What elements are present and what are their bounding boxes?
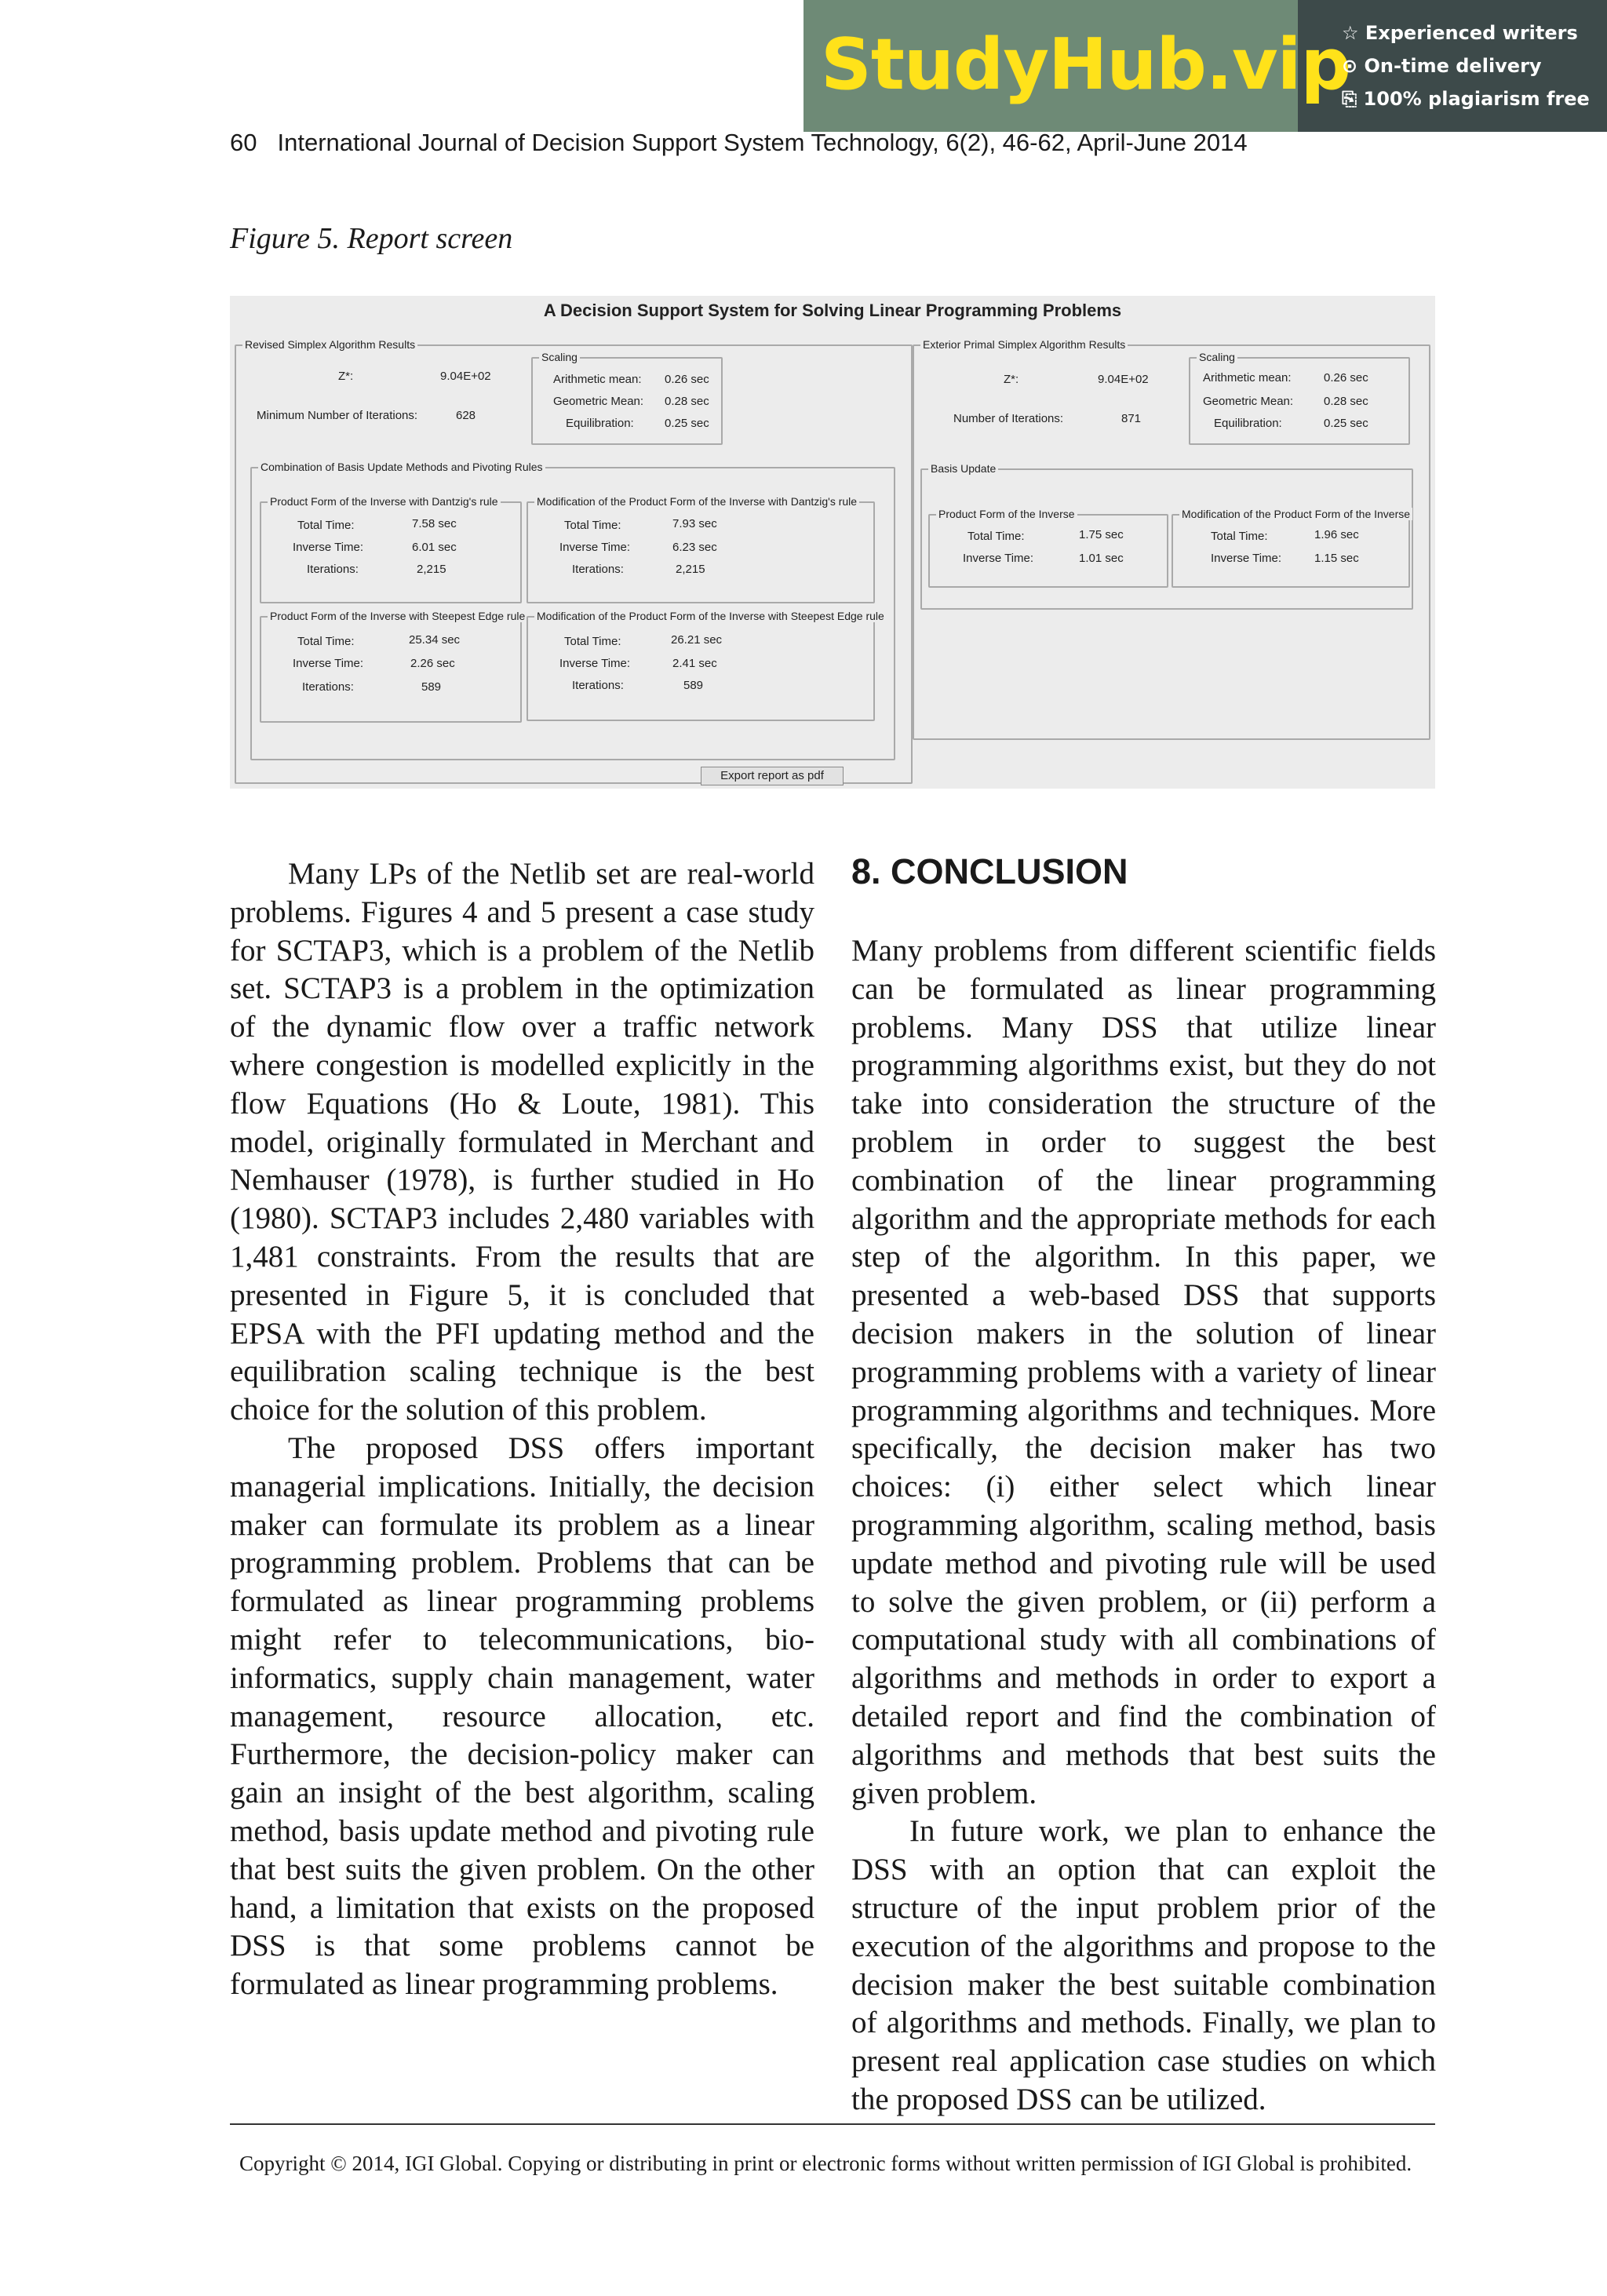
copyright-notice: Copyright © 2014, IGI Global. Copying or distributing in print or electronic forms without written permission of IGI Global is prohibited. [239,2152,1412,2175]
rsa-gm-label: Geometric Mean: [553,395,644,408]
epsa-basis-update-group [920,462,1413,610]
rsa-mpfi-dantzig-tt-label: Total Time: [564,519,621,532]
epsa-mpfi-it: 1.15 sec [1314,552,1359,565]
epsa-eq-value: 0.25 sec [1324,417,1368,430]
rsa-pfi-dantzig-tt: 7.58 sec [412,517,457,530]
epsa-mpfi-it-label: Inverse Time: [1211,552,1282,565]
feature-experienced-writers: ☆ Experienced writers [1342,22,1578,44]
rsa-eq-label: Equilibration: [566,417,634,430]
epsa-pfi-tt-label: Total Time: [967,530,1025,543]
rsa-mpfi-dantzig-it-label: Inverse Time: [559,541,631,554]
rsa-pfi-steepest-tt: 25.34 sec [409,633,461,647]
rsa-legend: Revised Simplex Algorithm Results [242,338,417,351]
epsa-eq-label: Equilibration: [1214,417,1282,430]
epsa-z-label: Z*: [1004,373,1019,386]
footer-rule [230,2123,1435,2125]
epsa-pfi-legend: Product Form of the Inverse [936,508,1077,520]
paragraph: Many LPs of the Netlib set are real-world problems. Figures 4 and 5 present a case study for SCTAP3, which is a problem of the Netlib set. SCTAP3 is a problem in the optimization of the dynamic flow over a traffic network where congestion is modelled explicitly in the flow Equations (Ho & Loute, 1981). This model, originally formulated in Merchant and Nemhauser (1978), is further studied in Ho (1980). SCTAP3 includes 2,480 variables with 1,481 constraints. From the results that are presented in Figure 5, it is concluded that EPSA with the PFI updating method and the equilibration scaling technique is the best choice for the solution of this problem. [230,857,814,1427]
rsa-mpfi-steepest-tt-label: Total Time: [564,635,621,648]
journal-citation: International Journal of Decision Support System Technology, 6(2), 46-62, April-June 2014 [277,129,1248,156]
rsa-mpfi-dantzig-n: 2,215 [676,563,705,576]
epsa-pfi-it: 1.01 sec [1079,552,1124,565]
feature-on-time-delivery: ⊙ On-time delivery [1342,55,1542,77]
feature-plagiarism-free: ⎘ 100% plagiarism free [1342,88,1590,110]
rsa-mpfi-steepest-n-label: Iterations: [572,679,624,692]
epsa-mpfi-group [1172,508,1411,588]
rsa-mpfi-dantzig-tt: 7.93 sec [672,517,717,530]
rsa-mpfi-dantzig-it: 6.23 sec [672,541,717,554]
conclusion-heading: 8. CONCLUSION [851,851,1128,891]
rsa-pfi-steepest-tt-label: Total Time: [297,635,355,648]
epsa-scaling-group [1189,351,1410,445]
epsa-basis-update-legend: Basis Update [928,462,998,475]
rsa-pfi-dantzig-legend: Product Form of the Inverse with Dantzig's rule [268,495,501,508]
rsa-pfi-steepest-it: 2.26 sec [410,657,455,670]
rsa-pfi-steepest-it-label: Inverse Time: [293,657,364,670]
rsa-mpfi-steepest-tt: 26.21 sec [671,633,723,647]
rsa-mpfi-dantzig-group [527,495,875,603]
epsa-pfi-group [928,508,1168,588]
studyhub-banner[interactable] [804,0,1607,132]
rsa-pfi-dantzig-tt-label: Total Time: [297,519,355,532]
rsa-am-value: 0.26 sec [665,373,709,386]
rsa-scaling-group [531,351,723,445]
rsa-combination-legend: Combination of Basis Update Methods and Pivoting Rules [258,461,545,473]
rsa-mpfi-steepest-group [527,610,884,721]
rsa-mpfi-steepest-it: 2.41 sec [672,657,717,670]
right-text-column [851,932,1436,2119]
epsa-gm-value: 0.28 sec [1324,395,1368,408]
rsa-pfi-dantzig-it-label: Inverse Time: [293,541,364,554]
figure-caption: Figure 5. Report screen [230,222,513,255]
epsa-pfi-tt: 1.75 sec [1079,528,1124,541]
rsa-pfi-dantzig-n-label: Iterations: [307,563,359,576]
epsa-legend: Exterior Primal Simplex Algorithm Results [920,338,1128,351]
rsa-am-label: Arithmetic mean: [553,373,642,386]
rsa-pfi-steepest-legend: Product Form of the Inverse with Steepest Edge rule [268,610,527,622]
export-pdf-button[interactable]: Export report as pdf [701,767,844,785]
epsa-scaling-legend: Scaling [1197,351,1237,363]
studyhub-logo[interactable]: StudyHub.vip [821,24,1350,106]
left-text-column [230,855,814,2004]
rsa-mpfi-dantzig-legend: Modification of the Product Form of the Inverse with Dantzig's rule [534,495,859,508]
report-title: A Decision Support System for Solving Linear Programming Problems [543,301,1122,320]
rsa-mpfi-steepest-it-label: Inverse Time: [559,657,631,670]
epsa-z-value: 9.04E+02 [1098,373,1149,386]
rsa-eq-value: 0.25 sec [665,417,709,430]
epsa-gm-label: Geometric Mean: [1203,395,1294,408]
epsa-mpfi-legend: Modification of the Product Form of the Inverse [1179,508,1412,520]
epsa-am-label: Arithmetic mean: [1203,371,1292,384]
rsa-mpfi-steepest-legend: Modification of the Product Form of the Inverse with Steepest Edge rule [534,610,887,622]
rsa-gm-value: 0.28 sec [665,395,709,408]
epsa-pfi-it-label: Inverse Time: [963,552,1034,565]
rsa-pfi-dantzig-n: 2,215 [417,563,446,576]
rsa-iter-label: Minimum Number of Iterations: [257,409,418,422]
paragraph: The proposed DSS offers important managerial implications. Initially, the decision maker can formulate its problem as a linear programming problem. Problems that can be formulated as linear programming problems might refer to telecommunications, bio-informatics, supply chain management, water management, resource allocation, etc. Furthermore, the decision-policy maker can gain an insight of the best algorithm, scaling method, basis update method and pivoting rule that best suits the given problem. On the other hand, a limitation that exists on the proposed DSS is that some problems cannot be formulated as linear programming problems. [230,1430,814,2002]
rsa-pfi-steepest-group [260,610,526,723]
rsa-mpfi-dantzig-n-label: Iterations: [572,563,624,576]
rsa-combination-group [250,461,895,760]
rsa-scaling-legend: Scaling [539,351,580,363]
logo-background [804,0,1350,132]
rsa-pfi-steepest-n-label: Iterations: [302,680,354,694]
rsa-z-value: 9.04E+02 [440,370,491,383]
epsa-iter-label: Number of Iterations: [953,412,1064,425]
rsa-mpfi-steepest-n: 589 [683,679,704,692]
running-header [230,129,1248,157]
rsa-pfi-steepest-n: 589 [421,680,442,694]
epsa-results-group [913,338,1430,740]
report-screen [230,296,1435,789]
paragraph: In future work, we plan to enhance the DSS with an option that can exploit the structure of the input problem prior of the execution of the algorithms and propose to the decision maker the best suitable combination of algorithms and methods. Finally, we plan to present real application case studies on which the proposed DSS can be utilized. [851,1814,1436,2116]
rsa-results-group [235,338,913,784]
epsa-am-value: 0.26 sec [1324,371,1368,384]
page-number: 60 [230,129,257,156]
rsa-pfi-dantzig-it: 6.01 sec [412,541,457,554]
epsa-mpfi-tt-label: Total Time: [1211,530,1268,543]
rsa-z-label: Z*: [338,370,354,383]
paragraph: Many problems from different scientific fields can be formulated as linear programming problems. Many DSS that utilize linear programming algorithms exist, but they do not take into consideration the structure of the problem in order to suggest the best combination of the linear programming algorithm and the appropriate methods for each step of the algorithm. In this paper, we presented a web-based DSS that supports decision makers in the solution of linear programming problems with a variety of linear programming algorithms and techniques. More specifically, the decision maker has two choices: (i) either select which linear programming algorithm, scaling method, basis update method and pivoting rule will be used to solve the given problem, or (ii) perform a computational study with all combinations of algorithms and methods in order to export a detailed report and find the combination of algorithms and methods that best suits the given problem. [851,934,1436,1810]
epsa-mpfi-tt: 1.96 sec [1314,528,1359,541]
rsa-pfi-dantzig-group [260,495,522,603]
epsa-iter-value: 871 [1121,412,1142,425]
rsa-iter-value: 628 [456,409,476,422]
